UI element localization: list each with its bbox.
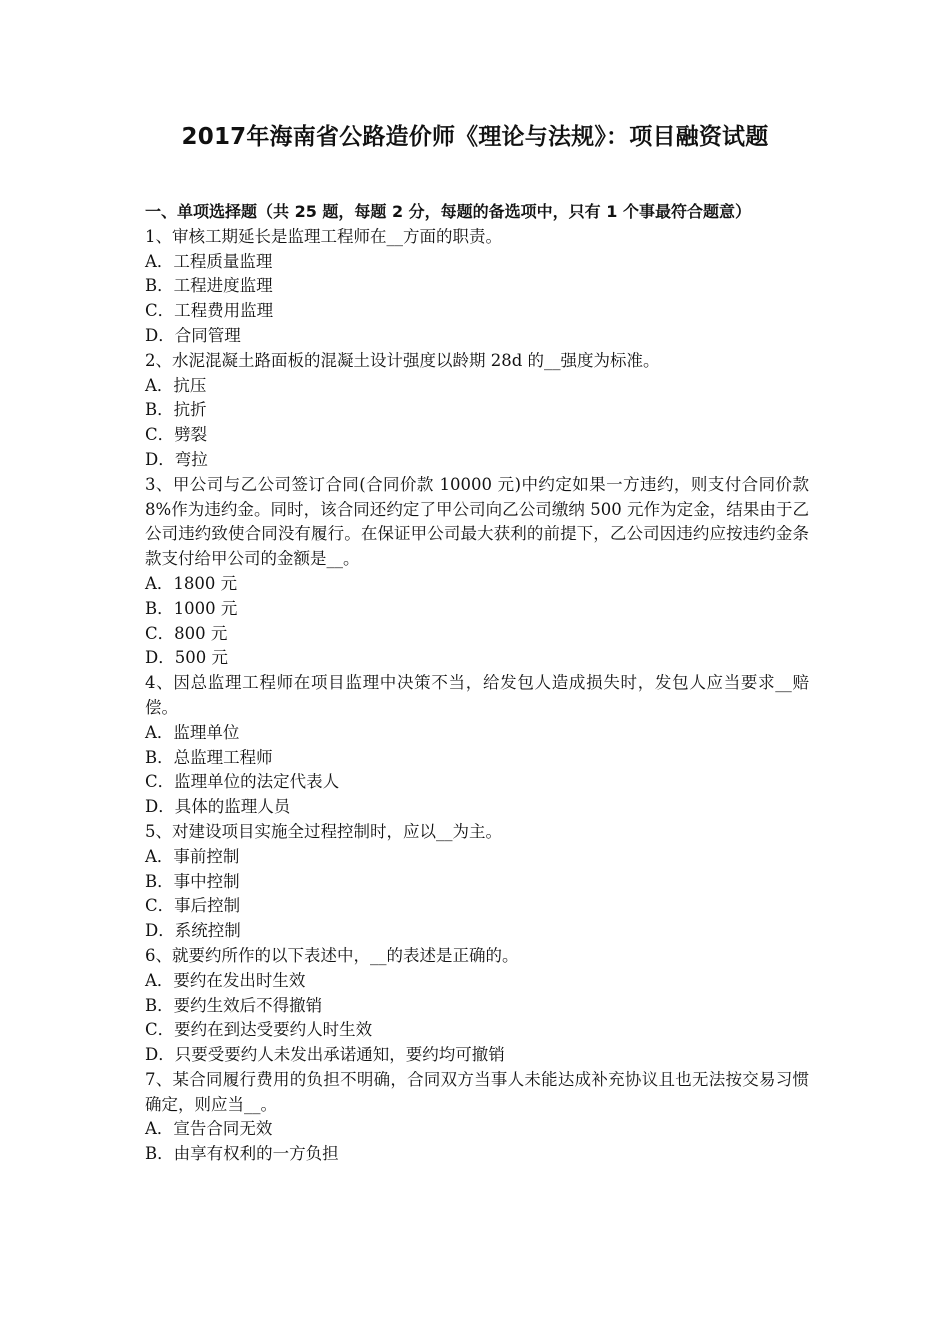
question-stem: 3、甲公司与乙公司签订合同(合同价款 10000 元)中约定如果一方违约，则支付合同价款 8%作为违约金。同时，该合同还约定了甲公司向乙公司缴纳 500 元作为定金，结果由于乙公司违约致使合同没有履行。在保证甲公司最大获利的前提下，乙公司因违约应按违约金条款支付给甲公司的金额是__。 [145, 474, 809, 569]
question-stem: 5、对建设项目实施全过程控制时，应以__为主。 [145, 821, 502, 841]
option-d: D．只要受要约人未发出承诺通知，要约均可撤销 [145, 1045, 505, 1065]
option-a: A．监理单位 [145, 722, 240, 742]
document-body [145, 200, 809, 1167]
option-c: C．要约在到达受要约人时生效 [145, 1020, 373, 1040]
option-a: A．工程质量监理 [145, 251, 273, 271]
option-d: D．弯拉 [145, 449, 208, 469]
option-b: B．总监理工程师 [145, 747, 273, 767]
option-c: C．事后控制 [145, 896, 241, 916]
option-a: A．宣告合同无效 [145, 1119, 273, 1139]
option-a: A．抗压 [145, 375, 207, 395]
option-d: D．合同管理 [145, 325, 241, 345]
page-title: 2017年海南省公路造价师《理论与法规》：项目融资试题 [181, 124, 769, 150]
option-c: C．监理单位的法定代表人 [145, 772, 340, 792]
option-c: C．工程费用监理 [145, 301, 274, 321]
question-stem: 2、水泥混凝土路面板的混凝土设计强度以龄期 28d 的__强度为标准。 [145, 350, 660, 370]
option-b: B．1000 元 [145, 598, 238, 618]
option-b: B．事中控制 [145, 871, 240, 891]
option-d: D．系统控制 [145, 921, 241, 941]
option-d: D．具体的监理人员 [145, 797, 291, 817]
option-d: D．500 元 [145, 648, 228, 668]
question-stem: 6、就要约所作的以下表述中，__的表述是正确的。 [145, 945, 519, 965]
option-b: B．由享有权利的一方负担 [145, 1144, 339, 1164]
option-a: A．1800 元 [145, 573, 238, 593]
option-a: A．要约在发出时生效 [145, 970, 306, 990]
question-4 [145, 671, 809, 820]
question-7 [145, 1068, 809, 1167]
section-heading: 一、单项选择题（共 25 题，每题 2 分，每题的备选项中，只有 1 个事最符合题意） [145, 202, 751, 221]
question-stem: 7、某合同履行费用的负担不明确，合同双方当事人未能达成补充协议且也无法按交易习惯确定，则应当__。 [145, 1069, 809, 1114]
question-stem: 4、因总监理工程师在项目监理中决策不当，给发包人造成损失时，发包人应当要求__赔偿。 [145, 673, 809, 717]
option-a: A．事前控制 [145, 846, 240, 866]
option-b: B．工程进度监理 [145, 276, 273, 296]
question-1 [145, 225, 809, 349]
question-5 [145, 820, 809, 944]
option-b: B．抗折 [145, 400, 207, 420]
question-stem: 1、审核工期延长是监理工程师在__方面的职责。 [145, 226, 502, 246]
option-c: C．劈裂 [145, 425, 208, 445]
option-b: B．要约生效后不得撤销 [145, 995, 323, 1015]
question-6 [145, 944, 809, 1068]
question-3 [145, 473, 809, 671]
question-2 [145, 349, 809, 473]
option-c: C．800 元 [145, 623, 228, 643]
